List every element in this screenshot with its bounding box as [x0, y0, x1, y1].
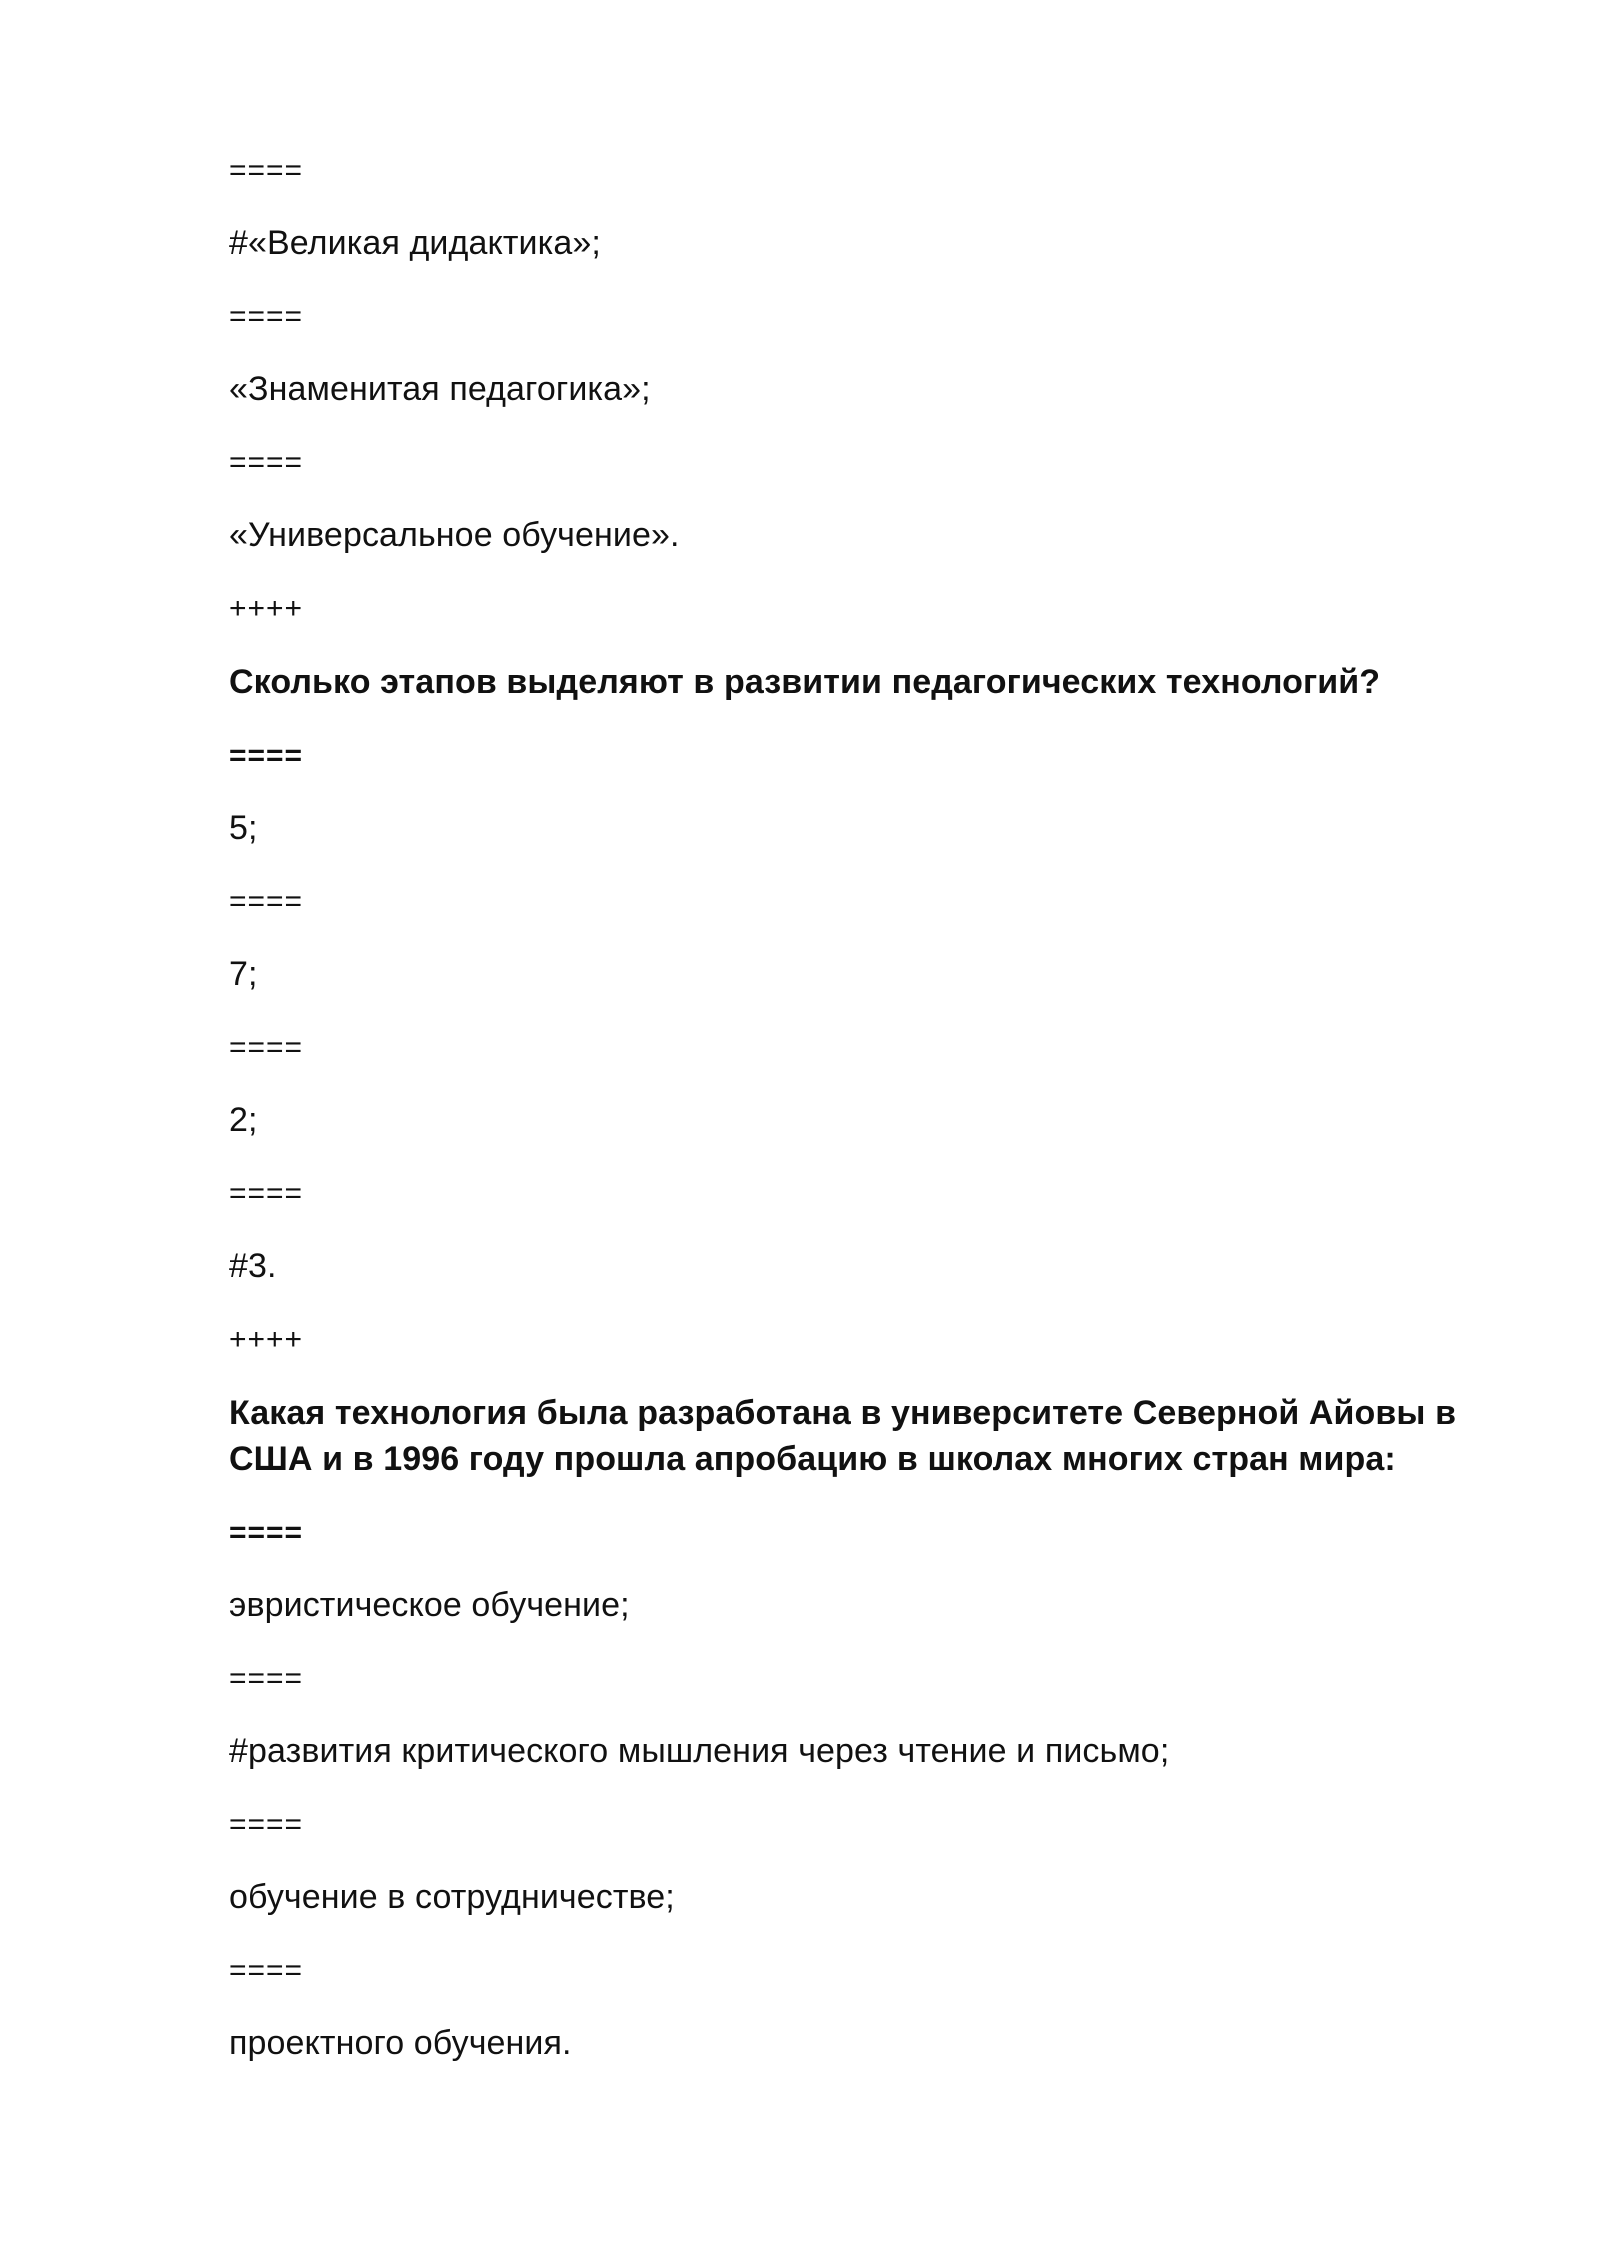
- separator: ====: [229, 885, 304, 918]
- answer-option: проектного обучения.: [229, 2024, 572, 2062]
- separator: ====: [229, 1177, 304, 1210]
- answer-option: 5;: [229, 809, 258, 847]
- separator: ====: [229, 1808, 304, 1841]
- separator: ====: [229, 1954, 304, 1987]
- separator: ====: [229, 739, 304, 772]
- answer-option: обучение в сотрудничестве;: [229, 1878, 675, 1916]
- separator: ====: [229, 1516, 304, 1549]
- answer-option: 7;: [229, 955, 258, 993]
- answer-option: эвристическое обучение;: [229, 1586, 630, 1624]
- question-text: Какая технология была разработана в университете Северной Айовы в США и в 1996 году прошла апробацию в школах многих стран мира:: [229, 1394, 1457, 1478]
- answer-option: «Универсальное обучение».: [229, 516, 680, 554]
- question-separator: ++++: [229, 592, 304, 625]
- document-body: [229, 148, 1489, 2094]
- separator: ====: [229, 1031, 304, 1064]
- answer-option: #развития критического мышления через чтение и письмо;: [229, 1732, 1170, 1770]
- separator: ====: [229, 154, 304, 187]
- answer-option: «Знаменитая педагогика»;: [229, 370, 651, 408]
- question-separator: ++++: [229, 1323, 304, 1356]
- answer-option: #«Великая дидактика»;: [229, 224, 601, 262]
- separator: ====: [229, 300, 304, 333]
- answer-option: #3.: [229, 1247, 277, 1285]
- question-text: Сколько этапов выделяют в развитии педагогических технологий?: [229, 663, 1381, 701]
- separator: ====: [229, 446, 304, 479]
- answer-option: 2;: [229, 1101, 258, 1139]
- separator: ====: [229, 1662, 304, 1695]
